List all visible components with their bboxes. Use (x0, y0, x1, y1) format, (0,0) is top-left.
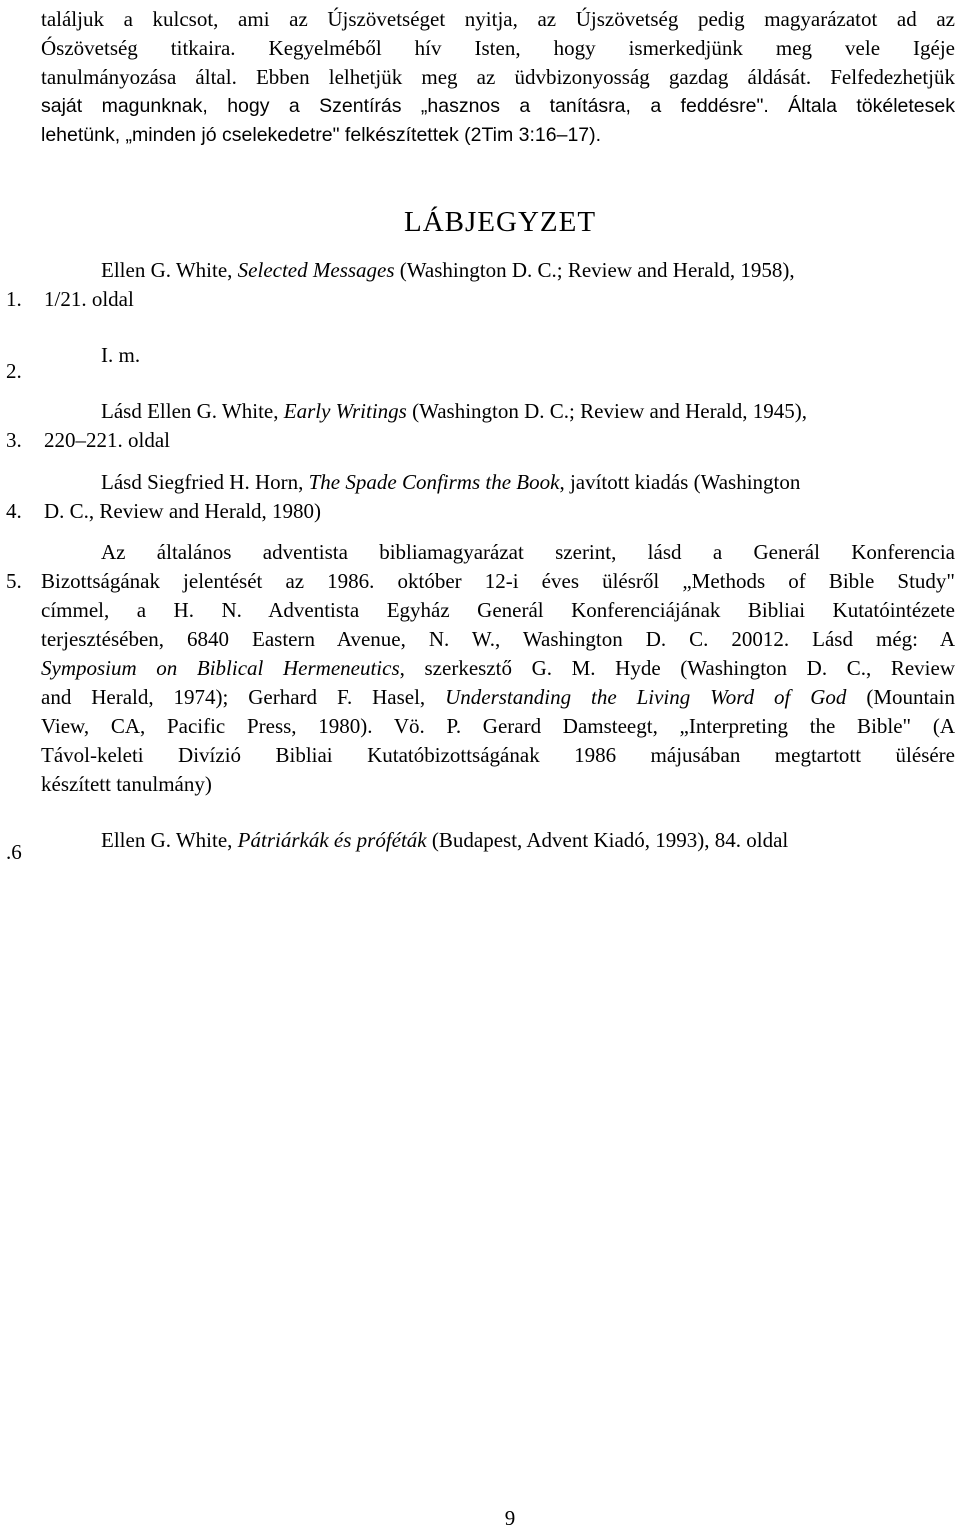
footnote-5-line-9: készített tanulmány) (41, 772, 212, 796)
footnote-1-title: Selected Messages (237, 258, 395, 282)
footnote-1-line-2: 1/21. oldal (44, 287, 134, 311)
footnote-5-line-6 (41, 683, 955, 712)
footnote-4-text-c: , javított kiadás (Washington (559, 470, 801, 494)
footnote-1-line-1 (101, 256, 795, 285)
footnote-5-line-3: címmel, a H. N. Adventista Egyház Generál Konferenciájának Bibliai Kutatóintézete (41, 598, 955, 622)
footnote-3-number: 3. (6, 428, 22, 452)
page-number: 9 (504, 1506, 516, 1530)
intro-line-1: találjuk a kulcsot, ami az Újszövetséget nyitja, az Újszövetség pedig magyarázatot ad az (41, 7, 955, 31)
footnote-5-line-4: terjesztésében, 6840 Eastern Avenue, N. W., Washington D. C. 20012. Lásd még: A (41, 627, 955, 651)
footnote-5-text-5b: , szerkesztő G. M. Hyde (Washington D. C., Review (399, 656, 955, 680)
footnote-4-number: 4. (6, 499, 22, 523)
footnote-2-text: I. m. (101, 343, 141, 367)
footnote-4-line-1 (101, 468, 800, 497)
footnote-4-text-a: Lásd Siegfried H. Horn, (101, 470, 309, 494)
footnote-6-text (101, 826, 788, 855)
footnote-1-number: 1. (6, 287, 22, 311)
intro-line-5: lehetünk, „minden jó cselekedetre" felkészítettek (2Tim 3:16–17). (41, 124, 602, 146)
footnote-5-text-6c: (Mountain (846, 685, 955, 709)
footnote-1-text-a: Ellen G. White, (101, 258, 238, 282)
footnote-3-line-1 (101, 397, 807, 426)
footnotes-heading: LÁBJEGYZET (404, 206, 597, 238)
footnote-5-line-8: Távol-keleti Divízió Bibliai Kutatóbizottságának 1986 májusában megtartott ülésére (41, 743, 955, 767)
footnote-5-symposium-title: Symposium on Biblical Hermeneutics (41, 656, 400, 680)
footnote-3-text-a: Lásd Ellen G. White, (101, 399, 284, 423)
footnote-5-hasel-title: Understanding the Living Word of God (445, 685, 847, 709)
footnote-5-number: 5. (6, 569, 22, 593)
intro-line-2: Ószövetség titkaira. Kegyelméből hív Isten, hogy ismerkedjünk meg vele Igéje (41, 36, 955, 60)
footnote-5-line-1: Az általános adventista bibliamagyarázat szerint, lásd a Generál Konferencia (101, 540, 955, 564)
intro-line-3: tanulmányozása által. Ebben lelhetjük meg az üdvbizonyosság gazdag áldását. Felfedezhetjük (41, 65, 955, 89)
footnote-5-line-2: Bizottságának jelentését az 1986. október 12-i éves ülésről „Methods of Bible Study" (41, 569, 955, 593)
footnote-5-text-6a: and Herald, 1974); Gerhard F. Hasel, (41, 685, 446, 709)
footnote-6-text-a: Ellen G. White, (101, 828, 238, 852)
footnote-4-line-2: D. C., Review and Herald, 1980) (44, 499, 322, 523)
footnote-6-number: .6 (6, 840, 22, 864)
footnote-3-text-c: (Washington D. C.; Review and Herald, 1945), (406, 399, 807, 423)
footnote-1-text-c: (Washington D. C.; Review and Herald, 1958), (394, 258, 795, 282)
footnote-5-line-5 (41, 654, 955, 683)
footnote-5-line-7: View, CA, Pacific Press, 1980). Vö. P. Gerard Damsteegt, „Interpreting the Bible" (A (41, 714, 955, 738)
footnote-3-title: Early Writings (283, 399, 407, 423)
intro-line-4: saját magunknak, hogy a Szentírás „hasznos a tanításra, a feddésre". Általa tökéletesek (41, 95, 955, 117)
footnote-2-number: 2. (6, 359, 22, 383)
footnote-6-title: Pátriárkák és próféták (237, 828, 427, 852)
footnote-3-line-2: 220–221. oldal (44, 428, 170, 452)
footnote-6-text-c: (Budapest, Advent Kiadó, 1993), 84. oldal (426, 828, 789, 852)
footnote-4-title: The Spade Confirms the Book (308, 470, 560, 494)
